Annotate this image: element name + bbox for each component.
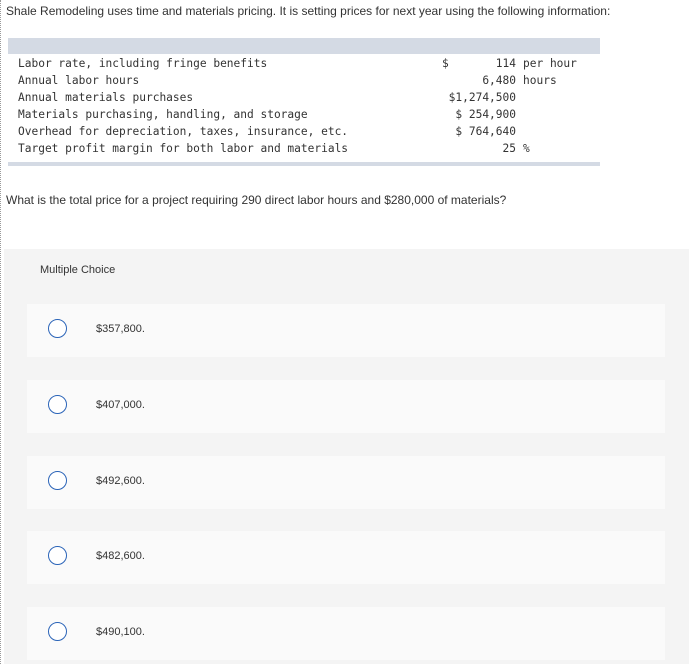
choice-option-2[interactable]: [27, 380, 665, 433]
row-label: Labor rate, including fringe benefits: [18, 57, 268, 70]
row-value: 25: [502, 142, 516, 155]
row-label: Target profit margin for both labor and materials: [18, 142, 349, 155]
info-table: [8, 38, 600, 166]
row-value: 114: [495, 57, 516, 70]
choice-label: $490,100.: [96, 626, 145, 638]
row-label: Annual materials purchases: [18, 91, 194, 104]
row-label: Overhead for depreciation, taxes, insurance, etc.: [18, 125, 349, 138]
row-unit: per hour: [523, 57, 577, 70]
radio-button[interactable]: [48, 395, 67, 414]
radio-button[interactable]: [48, 471, 67, 490]
row-value: 6,480: [482, 74, 516, 87]
table-top-bar: [8, 38, 600, 54]
choice-label: $482,600.: [96, 550, 145, 562]
table-row: [8, 106, 600, 123]
radio-button[interactable]: [48, 546, 67, 565]
radio-button[interactable]: [48, 319, 67, 338]
intro-text: Shale Remodeling uses time and materials pricing. It is setting prices for next year using the following information:: [6, 4, 611, 18]
row-unit: hours: [523, 74, 557, 87]
multiple-choice-title: Multiple Choice: [40, 264, 116, 276]
row-value: $1,274,500: [448, 91, 516, 104]
table-bottom-bar: [8, 162, 600, 166]
choice-label: $492,600.: [96, 475, 145, 487]
row-label: Materials purchasing, handling, and storage: [18, 108, 308, 121]
multiple-choice-panel: [4, 249, 689, 664]
radio-button[interactable]: [48, 622, 67, 641]
row-currency: $: [442, 57, 449, 70]
choice-option-5[interactable]: [27, 607, 665, 660]
choice-label: $407,000.: [96, 399, 145, 411]
table-row: [8, 123, 600, 140]
table-row: [8, 89, 600, 106]
choice-option-4[interactable]: [27, 531, 665, 584]
choice-option-1[interactable]: [27, 304, 665, 357]
row-value: $ 764,640: [455, 125, 516, 138]
left-border: [0, 0, 1, 664]
table-row: [8, 72, 600, 89]
row-unit: %: [523, 142, 530, 155]
question-text: What is the total price for a project requiring 290 direct labor hours and $280,000 of materials?: [6, 193, 507, 207]
table-row: [8, 140, 600, 157]
table-row: [8, 55, 600, 72]
row-label: Annual labor hours: [18, 74, 140, 87]
choice-label: $357,800.: [96, 323, 145, 335]
choice-option-3[interactable]: [27, 456, 665, 509]
row-value: $ 254,900: [455, 108, 516, 121]
